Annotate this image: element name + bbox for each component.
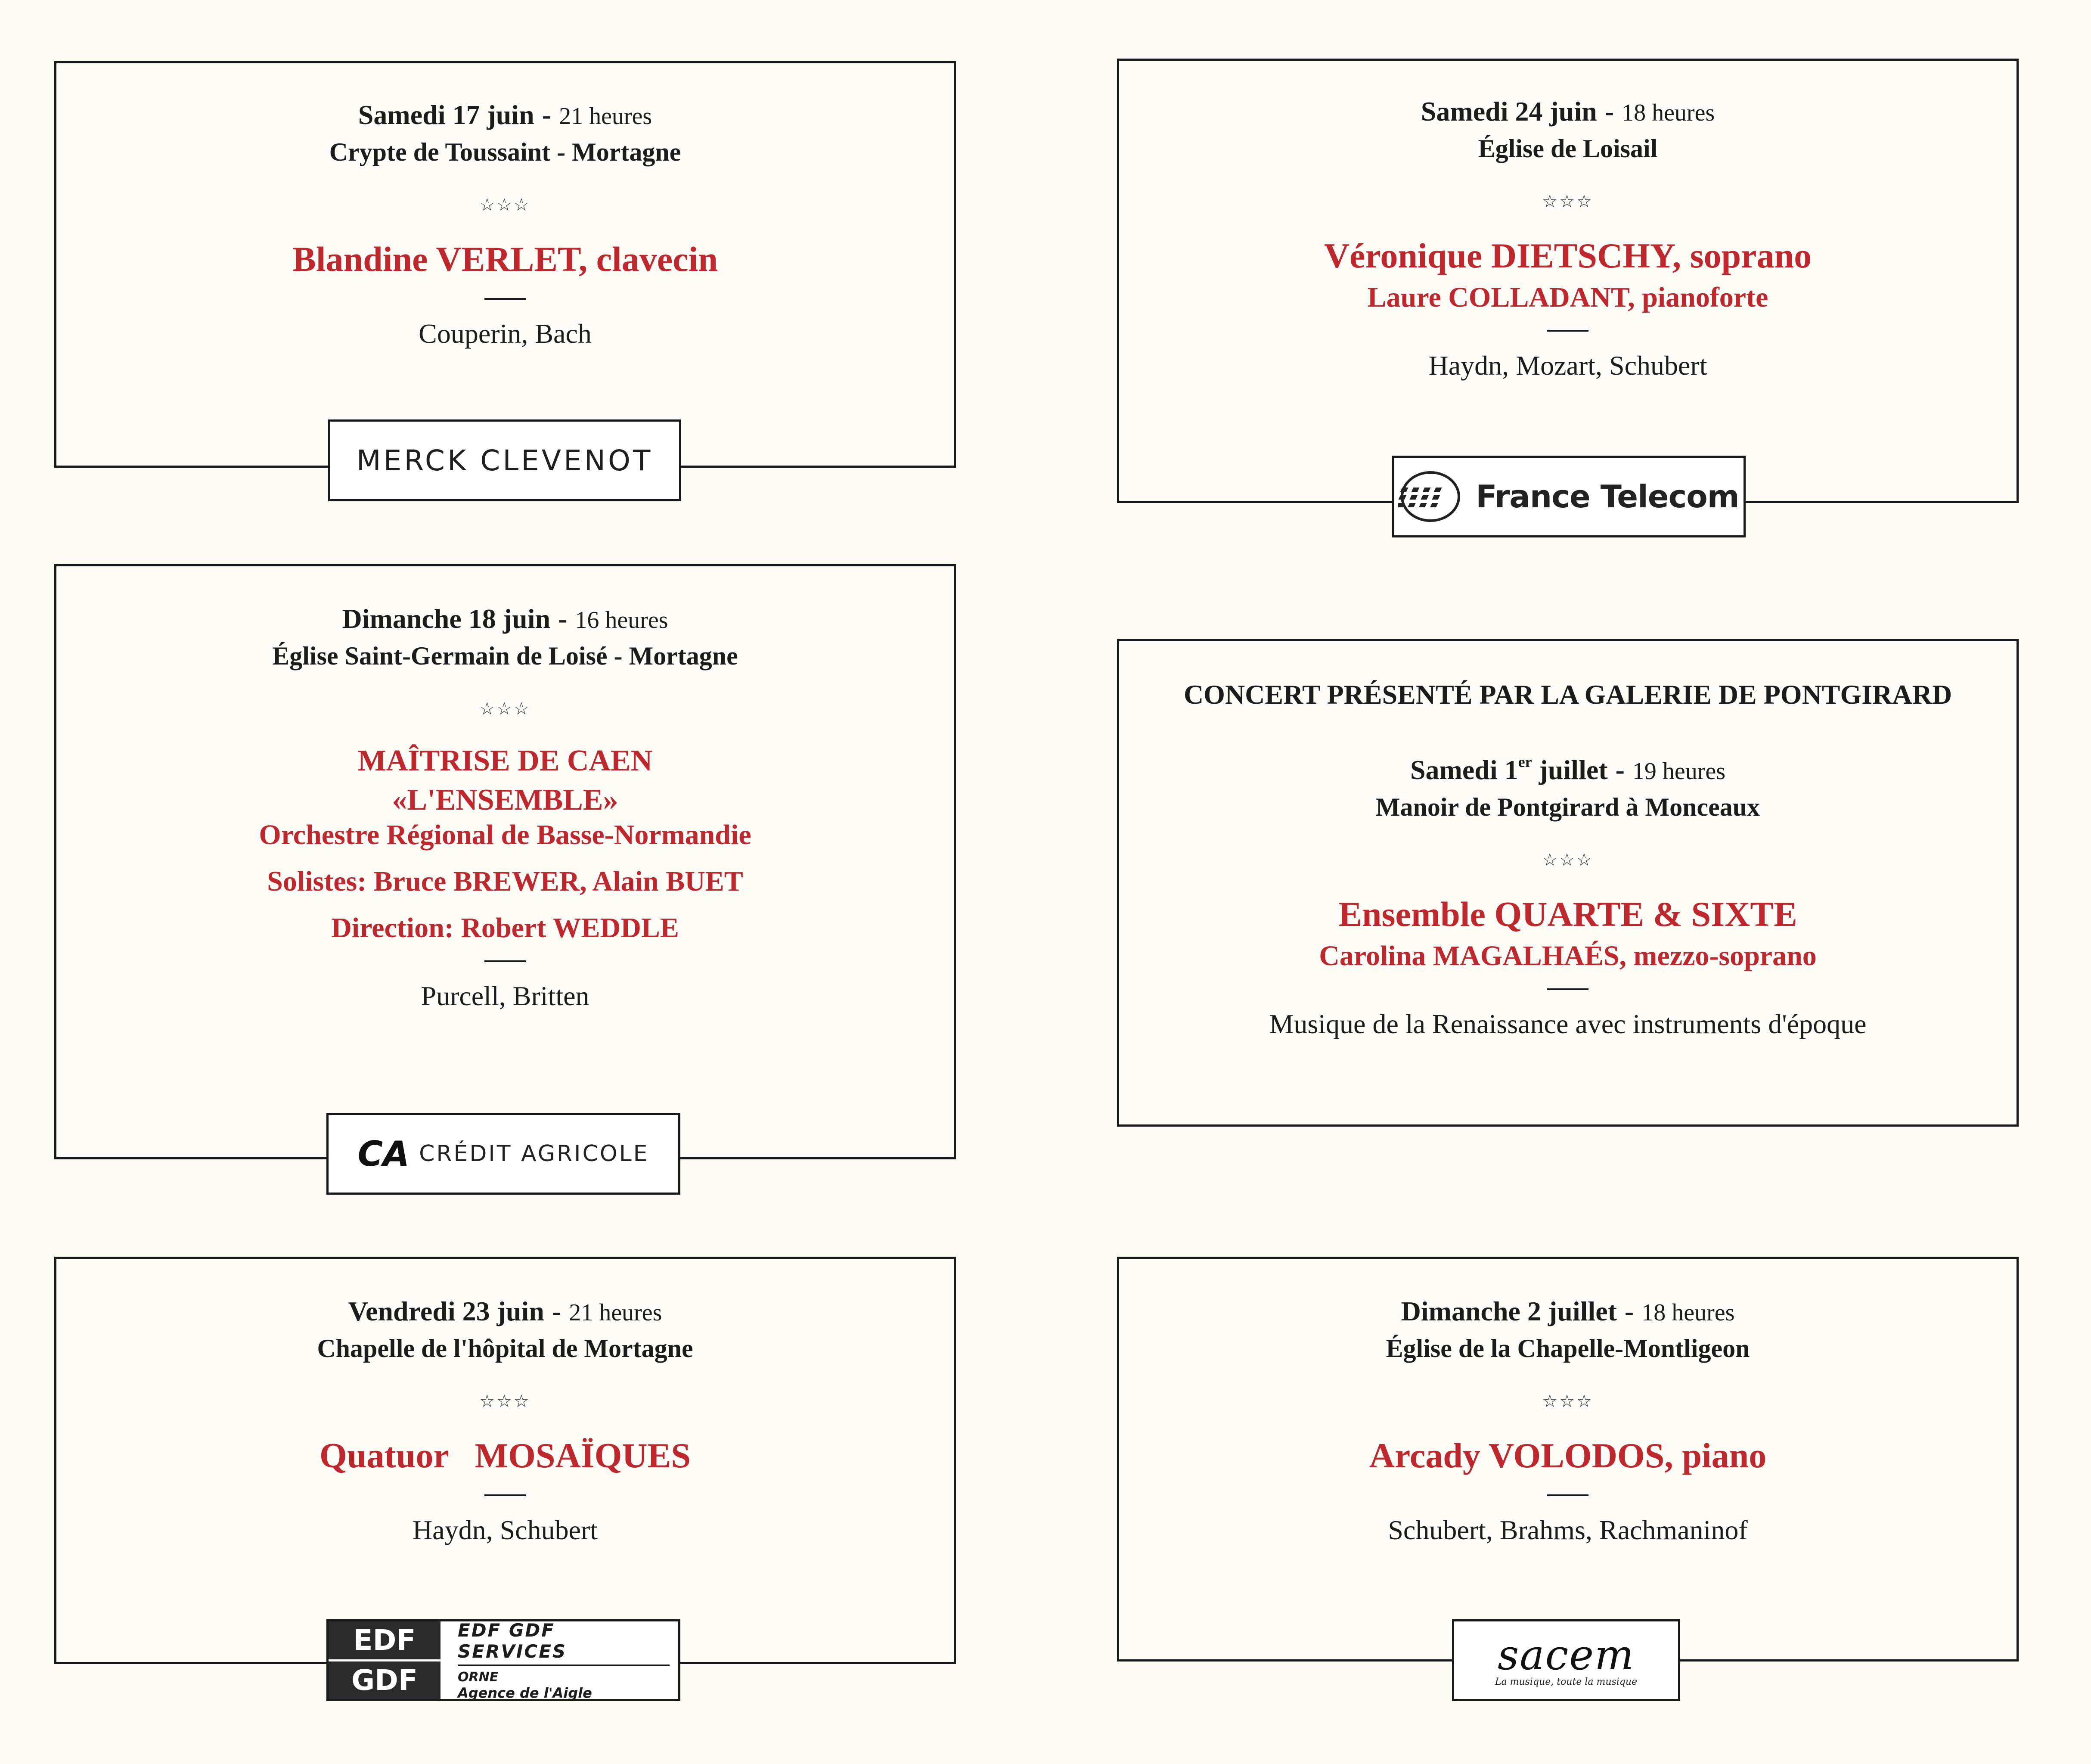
sponsor-name: MERCK CLEVENOT xyxy=(356,444,653,477)
dash-divider xyxy=(1547,988,1588,990)
dash-divider xyxy=(1547,1494,1588,1496)
sponsor-name: sacem xyxy=(1497,1630,1635,1679)
concert-card-24-juin xyxy=(1117,59,2019,503)
concert-venue: Chapelle de l'hôpital de Mortagne xyxy=(317,1334,693,1363)
concert-date: Dimanche 18 juin - 16 heures xyxy=(342,603,668,634)
performer: Arcady VOLODOS, piano xyxy=(1369,1436,1767,1475)
stars-divider-icon: ☆☆☆ xyxy=(479,699,531,719)
concert-venue: Manoir de Pontgirard à Monceaux xyxy=(1375,793,1760,821)
concert-venue: Église Saint-Germain de Loisé - Mortagne xyxy=(272,642,738,670)
concert-venue: Église de Loisail xyxy=(1478,134,1658,163)
edf-gdf-block xyxy=(329,1621,441,1699)
program: Schubert, Brahms, Rachmaninof xyxy=(1388,1515,1748,1545)
gdf-label: GDF xyxy=(329,1659,441,1699)
program: Haydn, Schubert xyxy=(412,1515,598,1545)
edf-label: EDF xyxy=(353,1624,416,1657)
sponsor-logo-merck-clevenot xyxy=(328,419,681,501)
stars-divider-icon: ☆☆☆ xyxy=(479,195,531,215)
performer: Ensemble QUARTE & SIXTE xyxy=(1338,894,1797,934)
stars-divider-icon: ☆☆☆ xyxy=(1542,850,1594,870)
sponsor-logo-france-telecom xyxy=(1392,456,1746,537)
program: Haydn, Mozart, Schubert xyxy=(1428,350,1707,381)
performer: «L'ENSEMBLE» xyxy=(392,783,618,817)
sponsor-name: EDF GDF SERVICES xyxy=(458,1620,670,1666)
concert-date: Samedi 1er juillet - 19 heures xyxy=(1410,753,1726,785)
performer: Laure COLLADANT, pianoforte xyxy=(1367,282,1768,313)
sponsor-name: France Telecom xyxy=(1476,478,1739,515)
concert-card-17-juin xyxy=(54,61,956,468)
edf-gdf-text xyxy=(441,1621,678,1699)
concert-card-18-juin xyxy=(54,564,956,1159)
conductor: Direction: Robert WEDDLE xyxy=(331,912,679,944)
performer: Quatuor MOSAÏQUES xyxy=(320,1436,691,1475)
sponsor-tagline: La musique, toute la musique xyxy=(1495,1676,1638,1687)
credit-agricole-mark-icon: CA xyxy=(357,1134,410,1174)
sponsor-agency: Agence de l'Aigle xyxy=(458,1684,592,1701)
sponsor-name: CRÉDIT AGRICOLE xyxy=(419,1141,649,1167)
sponsor-logo-credit-agricole xyxy=(326,1113,680,1195)
performer: Véronique DIETSCHY, soprano xyxy=(1324,236,1812,275)
stars-divider-icon: ☆☆☆ xyxy=(479,1391,531,1411)
dash-divider xyxy=(484,298,526,300)
sponsor-region: ORNE xyxy=(458,1669,499,1685)
stars-divider-icon: ☆☆☆ xyxy=(1542,1391,1594,1411)
concert-date: Vendredi 23 juin - 21 heures xyxy=(348,1296,662,1326)
presenter-heading: CONCERT PRÉSENTÉ PAR LA GALERIE DE PONTGIRARD xyxy=(1183,679,1952,710)
concert-venue: Crypte de Toussaint - Mortagne xyxy=(329,138,681,166)
performer: Carolina MAGALHAÉS, mezzo-soprano xyxy=(1319,940,1817,972)
sponsor-logo-sacem xyxy=(1452,1619,1680,1701)
stars-divider-icon: ☆☆☆ xyxy=(1542,192,1594,211)
dash-divider xyxy=(484,960,526,962)
program: Couperin, Bach xyxy=(419,318,592,349)
performer: MAÎTRISE DE CAEN xyxy=(357,744,653,777)
program: Musique de la Renaissance avec instruments d'époque xyxy=(1269,1009,1867,1039)
sponsor-logo-edf-gdf xyxy=(326,1619,680,1701)
concert-card-23-juin xyxy=(54,1257,956,1664)
concert-date: Samedi 17 juin - 21 heures xyxy=(358,99,652,130)
soloists: Solistes: Bruce BREWER, Alain BUET xyxy=(267,866,743,897)
concert-card-1-juillet xyxy=(1117,639,2019,1127)
dash-divider xyxy=(484,1494,526,1496)
performer: Blandine VERLET, clavecin xyxy=(292,239,718,279)
concert-card-2-juillet xyxy=(1117,1257,2019,1662)
concert-date: Samedi 24 juin - 18 heures xyxy=(1421,96,1715,127)
concert-venue: Église de la Chapelle-Montligeon xyxy=(1386,1334,1750,1363)
france-telecom-globe-icon xyxy=(1398,469,1463,525)
performer: Orchestre Régional de Basse-Normandie xyxy=(259,819,751,851)
program: Purcell, Britten xyxy=(421,981,589,1011)
concert-date: Dimanche 2 juillet - 18 heures xyxy=(1401,1296,1735,1326)
dash-divider xyxy=(1547,330,1588,332)
